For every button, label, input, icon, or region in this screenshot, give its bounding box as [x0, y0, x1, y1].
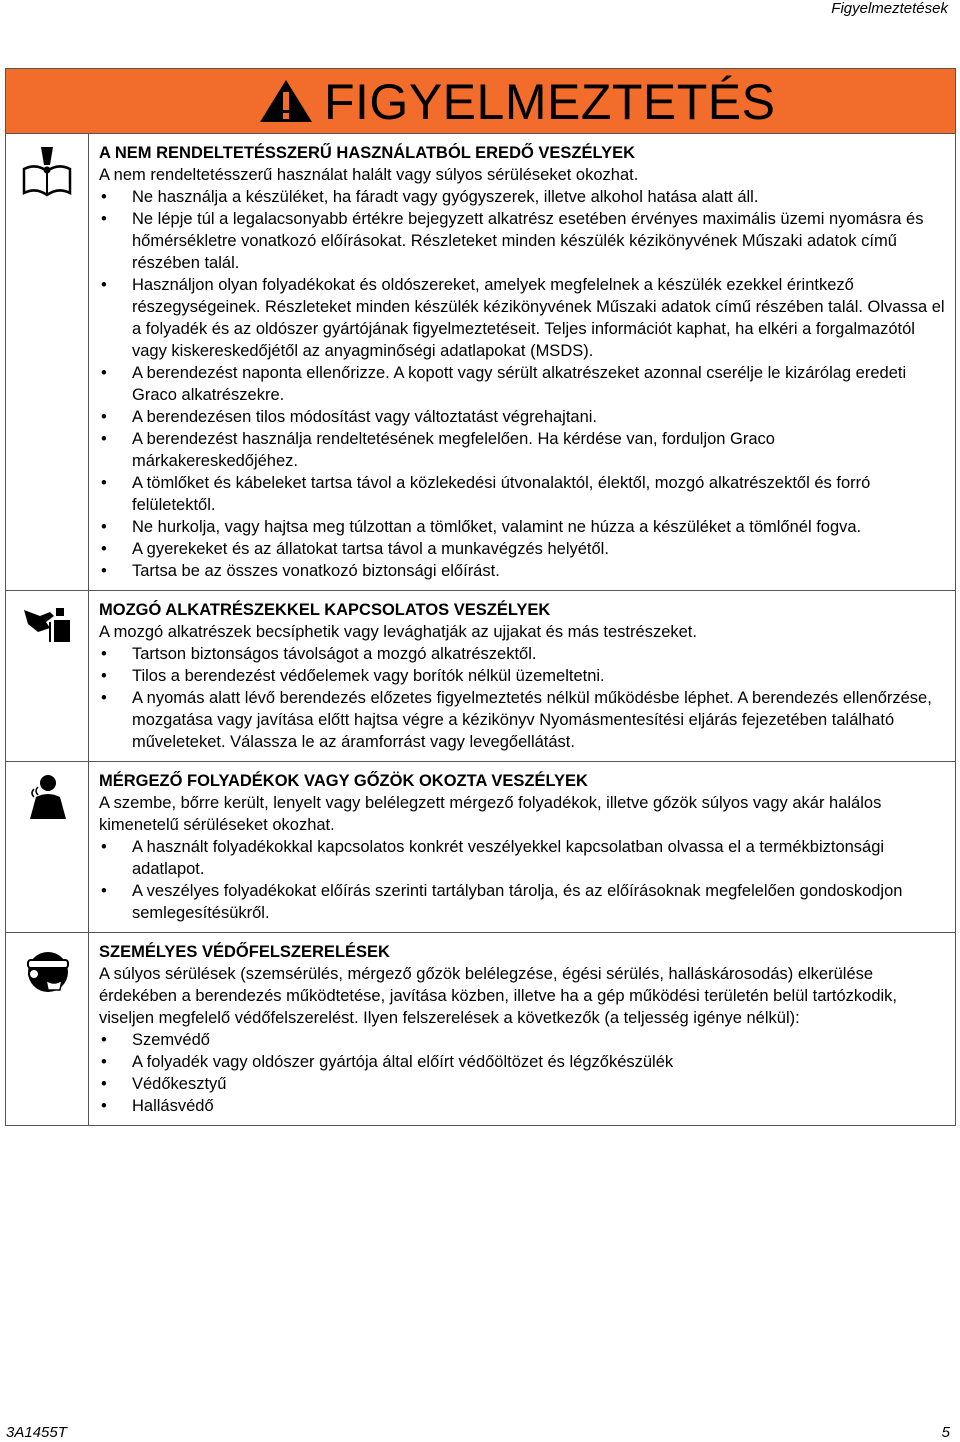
list-item: • A gyerekeket és az állatokat tartsa távol a munkavégzés helyétől.	[99, 538, 945, 560]
section-body	[89, 933, 956, 1126]
banner-title: FIGYELMEZTETÉS	[324, 74, 776, 130]
list-item: • Hallásvédő	[99, 1095, 945, 1117]
section-heading: MÉRGEZŐ FOLYADÉKOK VAGY GŐZÖK OKOZTA VESZÉLYEK	[99, 772, 588, 790]
list-item: • Használjon olyan folyadékokat és oldószereket, amelyek megfelelnek a készülék ezekkel érintkező részegységeinek. Részleteket minden készülék kézikönyvének Műszaki adatok című részében talál. Olvassa el a folyadék és az oldószer gyártójának figyelmeztetéseit. Teljes információt kaphat, ha elkéri a forgalmazótól vagy kiskereskedőjétől az anyagminőségi adatlapokat (MSDS).	[99, 274, 945, 362]
list-item: • Tartsa be az összes vonatkozó biztonsági előírást.	[99, 560, 945, 582]
warning-section-toxic	[6, 762, 956, 933]
section-body	[89, 134, 956, 591]
section-heading: A NEM RENDELTETÉSSZERŰ HASZNÁLATBÓL EREDŐ VESZÉLYEK	[99, 144, 635, 162]
list-item: • A berendezésen tilos módosítást vagy változtatást végrehajtani.	[99, 406, 945, 428]
list-item: • A használt folyadékokkal kapcsolatos konkrét veszélyekkel kapcsolatban olvassa el a termékbiztonsági adatlapot.	[99, 836, 945, 880]
list-item: • Ne lépje túl a legalacsonyabb értékre bejegyzett alkatrész esetében érvényes maximális üzemi nyomásra és hőmérsékletre vonatkozó előírásokat. Részleteket minden készülék kézikönyvének Műszaki adatok című részében talál.	[99, 208, 945, 274]
section-intro: A szembe, bőrre került, lenyelt vagy belélegzett mérgező folyadékok, illetve gőzök súlyos vagy akár halálos kimenetelű sérüléseket okozhat.	[99, 794, 882, 834]
list-item: • A veszélyes folyadékokat előírás szerinti tartályban tárolja, és az előírásoknak megfelelően gondoskodjon semlegesítésükről.	[99, 880, 945, 924]
warning-banner	[6, 69, 956, 134]
list-item: • Ne használja a készüléket, ha fáradt vagy gyógyszerek, illetve alkohol hatása alatt áll.	[99, 186, 945, 208]
section-icon-cell	[6, 762, 89, 933]
bullet-list	[99, 836, 945, 924]
section-intro: A súlyos sérülések (szemsérülés, mérgező gőzök belélegzése, égési sérülés, halláskárosodás) elkerülése érdekében a berendezés működtetése, javítása közben, illetve ha a gép működési területén belül tartózkodik, viseljen megfelelő védőfelszerelést. Ilyen felszerelések a következők (a teljesség igénye nélkül):	[99, 965, 897, 1027]
section-intro: A nem rendeltetésszerű használat halált vagy súlyos sérüléseket okozhat.	[99, 166, 639, 184]
section-heading: MOZGÓ ALKATRÉSZEKKEL KAPCSOLATOS VESZÉLYEK	[99, 601, 551, 619]
section-intro: A mozgó alkatrészek becsíphetik vagy levághatják az ujjakat és más testrészeket.	[99, 623, 697, 641]
running-header-title: Figyelmeztetések	[831, 0, 948, 17]
list-item: • A berendezést használja rendeltetésének megfelelően. Ha kérdése van, forduljon Graco márkakereskedőjéhez.	[99, 428, 945, 472]
warning-section-misuse	[6, 134, 956, 591]
list-item: • A tömlőket és kábeleket tartsa távol a közlekedési útvonalaktól, élektől, mozgó alkatrészektől és forró felületektől.	[99, 472, 945, 516]
list-item: • A nyomás alatt lévő berendezés előzetes figyelmeztetés nélkül működésbe léphet. A berendezés ellenőrzése, mozgatása vagy javítása előtt hajtsa végre a kézikönyv Nyomásmentesítési eljárás fejezetében található műveleteket. Válassza le az áramforrást vagy levegőellátást.	[99, 687, 945, 753]
protective-equipment-head-icon	[20, 944, 74, 998]
bullet-list	[99, 643, 945, 753]
warning-triangle-icon	[258, 78, 314, 124]
section-icon-cell	[6, 591, 89, 762]
list-item: • A berendezést naponta ellenőrizze. A kopott vagy sérült alkatrészeket azonnal cserélje le kizárólag eredeti Graco alkatrészekre.	[99, 362, 945, 406]
list-item: • Ne hurkolja, vagy hajtsa meg túlzottan a tömlőket, valamint ne húzza a készüléket a tömlőnél fogva.	[99, 516, 945, 538]
section-heading: SZEMÉLYES VÉDŐFELSZERELÉSEK	[99, 943, 390, 961]
moving-parts-hand-icon	[20, 602, 74, 652]
list-item: • Tilos a berendezést védőelemek vagy borítók nélkül üzemeltetni.	[99, 665, 945, 687]
list-item: • Szemvédő	[99, 1029, 945, 1051]
list-item: • Tartson biztonságos távolságot a mozgó alkatrészektől.	[99, 643, 945, 665]
warning-section-ppe	[6, 933, 956, 1126]
section-body	[89, 762, 956, 933]
manual-warning-icon	[20, 145, 74, 199]
bullet-list	[99, 186, 945, 582]
toxic-fumes-person-icon	[20, 773, 74, 823]
section-icon-cell	[6, 933, 89, 1126]
page-number: 5	[941, 1424, 950, 1441]
warnings-table	[5, 68, 956, 1126]
section-body	[89, 591, 956, 762]
list-item: • Védőkesztyű	[99, 1073, 945, 1095]
list-item: • A folyadék vagy oldószer gyártója által előírt védőöltözet és légzőkészülék	[99, 1051, 945, 1073]
document-number: 3A1455T	[6, 1424, 67, 1441]
section-icon-cell	[6, 134, 89, 591]
bullet-list	[99, 1029, 945, 1117]
warning-section-moving-parts	[6, 591, 956, 762]
